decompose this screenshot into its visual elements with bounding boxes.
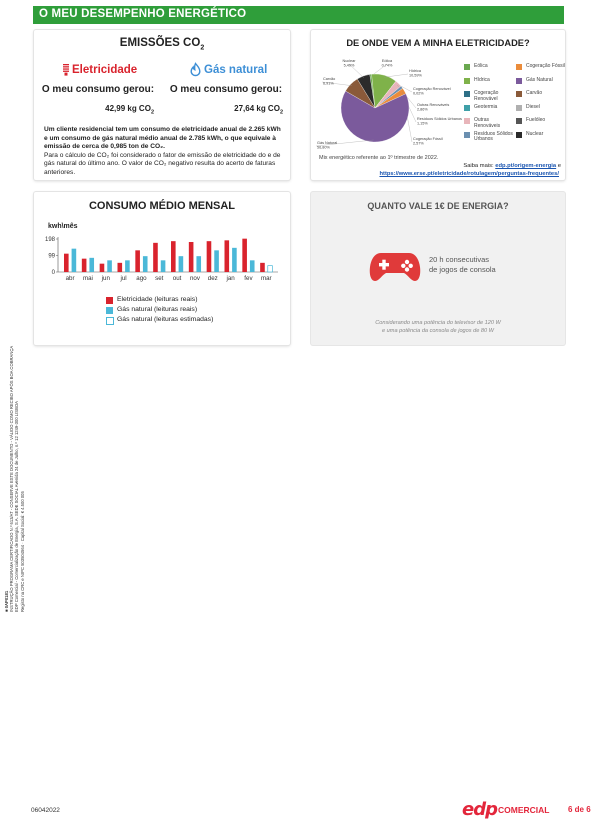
- emissions-note-bold: Um cliente residencial tem um consumo de eletricidade anual de 2.265 kWh e um consumo de gás natural médio anual de 2.785 kWh, o que equivale à emissão de cerca de 0,985 ton de CO₂.: [44, 126, 281, 151]
- legend-gas-real-label: Gás natural (leituras reais): [117, 306, 198, 313]
- pie-percent: 2,57%: [413, 141, 424, 146]
- origin-legend-item: [464, 105, 514, 117]
- origin-legend-label: Geotermia: [474, 103, 498, 110]
- origin-legend-swatch: [516, 91, 522, 97]
- bar-gas-estimated-mar: [268, 266, 273, 272]
- x-tick-label: mai: [82, 275, 93, 282]
- origin-legend-label: Cogeração Fóssil: [526, 63, 565, 69]
- x-tick-label: mar: [260, 275, 272, 282]
- origin-legend-swatch: [516, 118, 522, 124]
- origin-legend-label: Resíduos Sólidos Urbanos: [474, 130, 513, 143]
- euro-card: [311, 192, 565, 345]
- edp-logo-icon: edp: [462, 799, 497, 820]
- origin-legend-label: Diesel: [526, 103, 540, 110]
- electricity-value: 42,99 kg $CO_2$: [105, 104, 154, 116]
- legend-gas-real-swatch: [106, 307, 113, 314]
- x-tick-label: fev: [244, 275, 253, 282]
- gas-caption: O meu consumo gerou:: [169, 84, 283, 95]
- brand-text: COMERCIAL: [498, 805, 550, 815]
- origin-legend-swatch: [464, 132, 470, 138]
- monthly-bar-chart: [34, 232, 284, 294]
- origin-legend-item: [516, 64, 566, 76]
- flame-icon: [190, 63, 201, 76]
- electricity-block: [34, 64, 162, 116]
- pie-percent: 0,74%: [381, 63, 393, 68]
- origin-legend-swatch: [464, 64, 470, 70]
- origin-legend-item: [516, 132, 566, 144]
- pie-label: Cogeração Renovável: [413, 87, 451, 91]
- electricity-caption: O meu consumo gerou:: [41, 84, 155, 95]
- origin-link-1[interactable]: edp.pt/origem-energia: [495, 163, 557, 169]
- origin-legend-swatch: [516, 132, 522, 138]
- euro-text-line2: de jogos de consola: [429, 265, 496, 274]
- bar-gas-fev: [250, 260, 255, 272]
- monthly-title: CONSUMO MÉDIO MENSAL: [88, 200, 236, 212]
- origin-legend-item: [464, 118, 514, 130]
- bar-gas-jun: [107, 260, 112, 272]
- legal-line-1: ■ 0AP0181: [4, 590, 9, 612]
- origin-legend-label: Hídrica: [474, 76, 490, 83]
- pie-label: Nuclear: [342, 59, 356, 63]
- brand-logo: [462, 799, 550, 821]
- x-tick-label: abr: [65, 275, 75, 282]
- pie-label: Cogeração Fóssil: [413, 137, 443, 141]
- pie-percent: 5,49%: [343, 63, 355, 68]
- monthly-card: [34, 192, 290, 345]
- emissions-note: [44, 126, 284, 178]
- bar-electricity-jul: [118, 263, 123, 272]
- pie-percent: 10,59%: [409, 73, 422, 78]
- bar-gas-dez: [214, 250, 219, 272]
- bar-electricity-out: [171, 241, 176, 272]
- bar-gas-set: [161, 260, 166, 272]
- y-tick-label: 99: [48, 253, 55, 260]
- x-tick-label: jul: [120, 275, 127, 282]
- x-tick-label: dez: [207, 275, 218, 282]
- origin-legend-item: [464, 64, 514, 76]
- mix-note: Mix energético referente ao 1º trimestre de 2022.: [319, 155, 439, 161]
- electricity-label: Eletricidade: [72, 64, 138, 76]
- electricity-bulb-icon: [62, 64, 70, 76]
- origin-legend-label: Gás Natural: [526, 76, 553, 83]
- origin-legend-swatch: [516, 105, 522, 111]
- emissions-card: [34, 30, 290, 180]
- bar-gas-jul: [125, 260, 130, 272]
- bar-electricity-jun: [100, 264, 105, 272]
- pie-percent: 1,15%: [417, 121, 428, 126]
- origin-legend-item: [516, 118, 566, 130]
- doc-code: 06042022: [31, 807, 60, 814]
- origin-legend-label: Cogeração Renovável: [474, 90, 499, 102]
- origin-legend-swatch: [464, 105, 470, 111]
- pie-percent: 6,91%: [323, 81, 334, 86]
- bar-electricity-mar: [260, 263, 265, 272]
- x-tick-label: set: [155, 275, 164, 282]
- x-tick-label: out: [172, 275, 182, 282]
- legal-line-4: Registo na CRC e NIPC 503504564 · Capital Social: € 4.500 005: [19, 491, 25, 612]
- bar-electricity-mai: [82, 259, 87, 272]
- monthly-legend: [106, 296, 226, 326]
- pie-label: Gás Natural: [317, 141, 338, 145]
- legend-gas-estimated-swatch: [106, 317, 114, 325]
- bar-gas-mai: [89, 258, 94, 272]
- origin-legend-item: [516, 105, 566, 117]
- more-info: Saiba mais: edp.pt/origem-energia e: [463, 163, 561, 169]
- x-tick-label: nov: [189, 275, 200, 282]
- origin-legend-item: [516, 78, 566, 90]
- legal-line-2: INSTRUÇÃO PROGRAMA CERTIFICADO N.º 613/AT - CONSERVE ESTE DOCUMENTO - VÁLIDO COMO RECIBO APÓS BOA COBRANÇA: [9, 345, 15, 612]
- origin-legend-item: [464, 78, 514, 90]
- origin-legend-label: Nuclear: [526, 130, 544, 137]
- origin-legend-swatch: [464, 91, 470, 97]
- origin-legend-swatch: [516, 78, 522, 84]
- origin-title: DE ONDE VEM A MINHA ELETRICIDADE?: [346, 38, 530, 48]
- y-tick-label: 0: [51, 270, 55, 276]
- origin-legend-label: Fuelóleo: [526, 117, 546, 123]
- legend-electricity-swatch: [106, 297, 113, 304]
- origin-legend-item: [516, 91, 566, 103]
- origin-card: [311, 30, 565, 180]
- gamepad-icon: [369, 250, 421, 284]
- bar-gas-out: [179, 256, 184, 272]
- legend-electricity-label: Eletricidade (leituras reais): [117, 296, 198, 303]
- bar-electricity-ago: [135, 250, 140, 272]
- gas-block: [162, 64, 290, 116]
- origin-pie-chart: [313, 56, 462, 156]
- origin-legend-item: [464, 91, 514, 103]
- bar-gas-ago: [143, 256, 148, 272]
- emissions-note-normal: Para o cálculo de CO₂ foi considerado o fator de emissão de eletricidade do e de gás natural do último ano. O valor de CO₂ negativo resulta do acerto de faturas anteriores.: [44, 151, 281, 176]
- pie-label: Outras Renováveis: [417, 103, 450, 107]
- bar-electricity-jan: [225, 240, 230, 272]
- bar-electricity-dez: [207, 241, 212, 272]
- bar-electricity-nov: [189, 242, 194, 272]
- section-title: O MEU DESEMPENHO ENERGÉTICO: [39, 8, 247, 20]
- euro-footnote-2: e uma potência da consola de jogos de 80 W: [382, 328, 494, 334]
- euro-footnote-1: Considerando uma potência do televisor de 120 W: [375, 320, 501, 326]
- origin-legend-swatch: [516, 64, 522, 70]
- origin-legend-label: Carvão: [526, 90, 543, 96]
- x-tick-label: jan: [226, 275, 235, 282]
- legal-side-text: [4, 312, 25, 612]
- bar-gas-nov: [196, 256, 201, 272]
- gas-label: Gás natural: [204, 64, 268, 76]
- pie-leader-line: [384, 74, 408, 77]
- bar-electricity-set: [153, 243, 158, 272]
- origin-legend: [464, 64, 564, 144]
- pie-label: Eólica: [381, 59, 393, 63]
- pie-label: Resíduos Sólidos Urbanos: [417, 117, 462, 121]
- bar-electricity-abr: [64, 254, 69, 272]
- monthly-unit: kwh\mês: [48, 223, 78, 230]
- bar-gas-jan: [232, 248, 237, 272]
- origin-legend-label: Outras Renováveis: [474, 117, 501, 129]
- bar-gas-abr: [72, 249, 77, 272]
- page-number: 6 de 6: [568, 805, 591, 814]
- origin-legend-label: Eólica: [474, 63, 488, 69]
- gas-value: 27,64 kg $CO_2$: [234, 104, 283, 116]
- pie-percent: 2,86%: [417, 107, 428, 112]
- bar-electricity-fev: [242, 239, 247, 272]
- pie-percent: 0,02%: [413, 91, 424, 96]
- euro-title: QUANTO VALE 1€ DE ENERGIA?: [367, 201, 509, 211]
- origin-legend-item: [464, 132, 514, 144]
- origin-legend-swatch: [464, 78, 470, 84]
- legal-line-3: EDP Comercial - Comercialização de Energia, S.A. SEDE SOCIAL Avenida 24 de Julho, n.º 12 1249-300 LISBOA: [14, 401, 20, 612]
- euro-text-line1: 20 h consecutivas: [429, 255, 490, 264]
- emissions-title: EMISSÕES $CO_2$: [119, 37, 205, 52]
- legend-gas-estimated-label: Gás natural (leituras estimadas): [117, 316, 214, 323]
- origin-legend-swatch: [464, 118, 470, 124]
- x-tick-label: jun: [101, 275, 110, 282]
- origin-link-2[interactable]: https://www.erse.pt/eletricidade/rotulagem/perguntas-frequentes/: [379, 171, 559, 177]
- x-tick-label: ago: [136, 275, 147, 282]
- y-tick-label: 198: [44, 237, 55, 243]
- pie-label: Carvão: [323, 77, 336, 81]
- pie-percent: 56,80%: [317, 145, 330, 150]
- section-header: [33, 6, 564, 24]
- pie-label: Hídrica: [409, 69, 422, 73]
